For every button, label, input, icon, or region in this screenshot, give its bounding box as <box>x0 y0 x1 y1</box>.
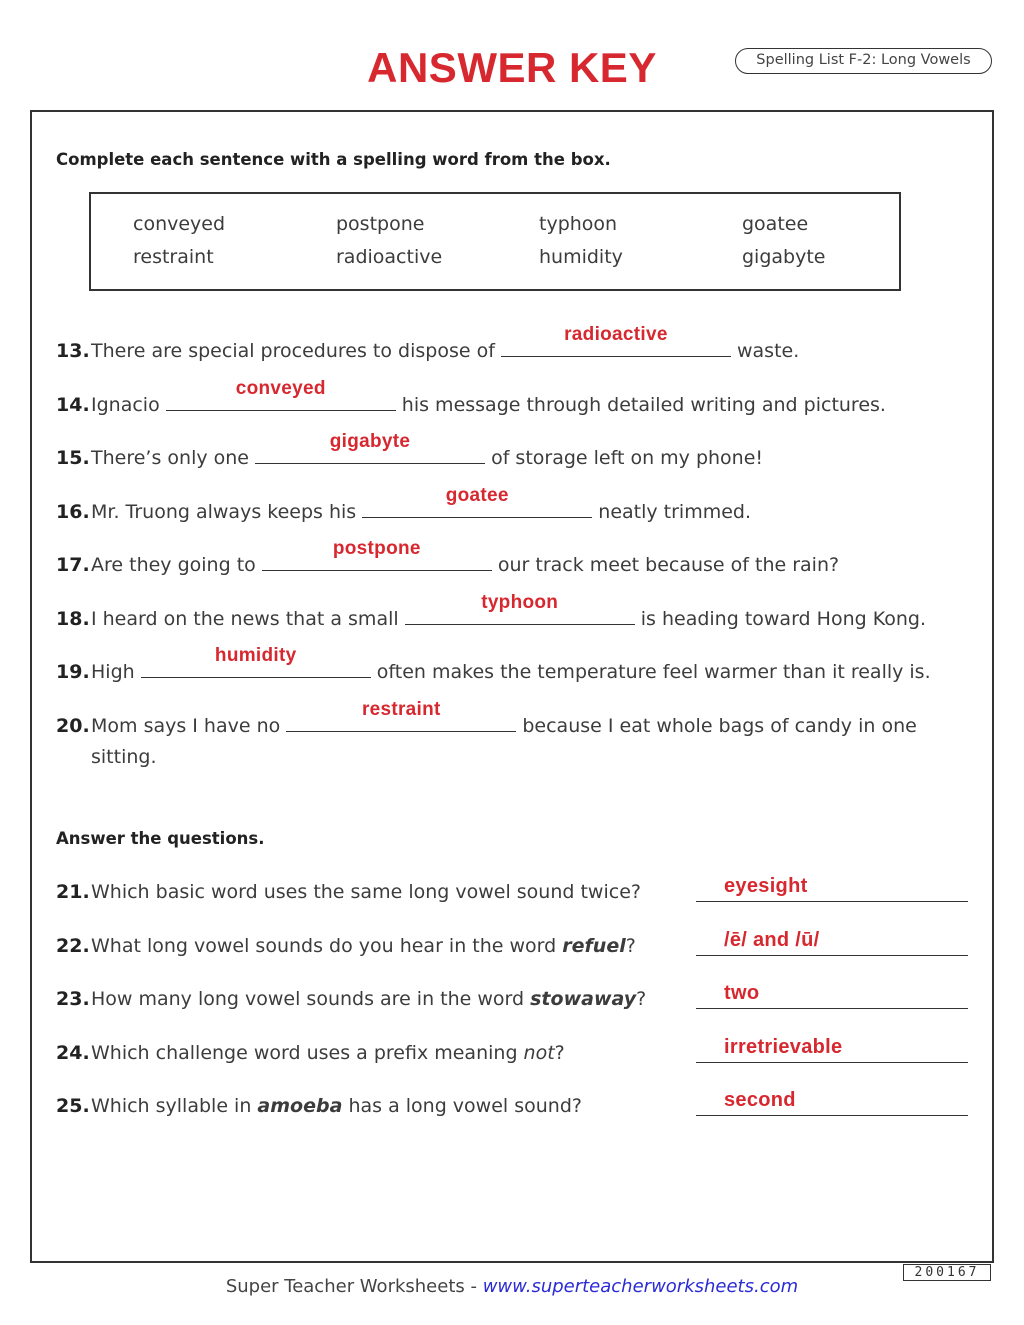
question-number: 25. <box>56 1095 90 1117</box>
answer-text: conveyed <box>235 378 326 399</box>
question-text: Mr. Truong always keeps his <box>91 501 357 523</box>
question-text: Are they going to <box>91 554 256 576</box>
question-number: 18. <box>56 608 90 630</box>
question-number: 14. <box>56 394 90 416</box>
section2-instruction: Answer the questions. <box>56 829 265 848</box>
question-emphasis: not <box>523 1042 555 1064</box>
answer-text: restraint <box>361 699 441 720</box>
question-emphasis: amoeba <box>257 1095 343 1117</box>
question-text: Ignacio <box>91 394 160 416</box>
word-bank-item: goatee <box>742 213 809 235</box>
question-19 <box>56 645 931 683</box>
answer-text: irretrievable <box>724 1036 843 1058</box>
word-box <box>89 192 901 291</box>
page-title: ANSWER KEY <box>367 44 657 91</box>
question-text: How many long vowel sounds are in the word <box>91 988 531 1010</box>
question-21 <box>56 881 641 903</box>
answer-blank <box>286 699 516 732</box>
question-text: has a long vowel sound? <box>342 1095 582 1117</box>
word-bank-item: restraint <box>133 246 214 268</box>
question-number: 24. <box>56 1042 90 1064</box>
answer-text: radioactive <box>564 324 668 345</box>
question-23 <box>56 988 646 1010</box>
question-text-continuation: sitting. <box>91 746 157 768</box>
question-emphasis: stowaway <box>530 988 637 1010</box>
question-text: Which basic word uses the same long vowel sound twice? <box>91 881 641 903</box>
answer-text: two <box>724 982 760 1004</box>
question-text: There are special procedures to dispose of <box>91 340 495 362</box>
question-text: his message through detailed writing and pictures. <box>401 394 886 416</box>
answer-blank <box>501 324 731 357</box>
answer-line <box>696 955 968 956</box>
answer-blank <box>262 538 492 571</box>
question-number: 17. <box>56 554 90 576</box>
question-number: 16. <box>56 501 90 523</box>
question-emphasis: refuel <box>562 935 626 957</box>
answer-blank <box>255 431 485 464</box>
word-bank-item: typhoon <box>539 213 618 235</box>
question-25 <box>56 1095 582 1117</box>
answer-line <box>696 1062 968 1063</box>
answer-text: second <box>724 1089 796 1111</box>
question-number: 21. <box>56 881 90 903</box>
section1-instruction: Complete each sentence with a spelling word from the box. <box>56 150 611 169</box>
word-bank-item: conveyed <box>133 213 226 235</box>
question-17 <box>56 538 840 576</box>
question-text: often makes the temperature feel warmer than it really is. <box>376 661 931 683</box>
question-24 <box>56 1042 565 1064</box>
answer-text: postpone <box>332 538 421 559</box>
question-text: ? <box>636 988 647 1010</box>
question-16 <box>56 485 752 523</box>
question-number: 15. <box>56 447 90 469</box>
question-text: neatly trimmed. <box>598 501 752 523</box>
question-text: Mom says I have no <box>91 715 281 737</box>
answer-text: typhoon <box>481 592 559 613</box>
word-bank-item: postpone <box>336 213 425 235</box>
question-text: of storage left on my phone! <box>491 447 764 469</box>
question-text: There’s only one <box>91 447 249 469</box>
worksheet-code: 200167 <box>903 1264 991 1281</box>
question-number: 20. <box>56 715 90 737</box>
question-14 <box>56 378 886 416</box>
question-text: is heading toward Hong Kong. <box>640 608 926 630</box>
question-text: What long vowel sounds do you hear in the word <box>91 935 563 957</box>
question-22 <box>56 935 636 957</box>
question-20 <box>56 699 917 737</box>
footer <box>0 1276 1024 1297</box>
question-text: I heard on the news that a small <box>91 608 399 630</box>
answer-line <box>696 1008 968 1009</box>
question-number: 19. <box>56 661 90 683</box>
answer-blank <box>405 592 635 625</box>
question-text: our track meet because of the rain? <box>497 554 840 576</box>
answer-line <box>696 1115 968 1116</box>
question-text: waste. <box>736 340 800 362</box>
question-text: because I eat whole bags of candy in one <box>522 715 917 737</box>
answer-blank <box>166 378 396 411</box>
question-13 <box>56 324 800 362</box>
answer-text: eyesight <box>724 875 808 897</box>
answer-text: gigabyte <box>329 431 411 452</box>
question-18 <box>56 592 926 630</box>
footer-site-name: Super Teacher Worksheets - <box>225 1276 483 1297</box>
answer-blank <box>362 485 592 518</box>
answer-line <box>696 901 968 902</box>
word-bank-item: gigabyte <box>742 246 826 268</box>
word-bank-item: radioactive <box>336 246 443 268</box>
question-number: 23. <box>56 988 90 1010</box>
question-number: 13. <box>56 340 90 362</box>
word-bank-item: humidity <box>539 246 623 268</box>
answer-text: humidity <box>214 645 297 666</box>
question-text: ? <box>625 935 636 957</box>
answer-blank <box>141 645 371 678</box>
question-text: High <box>91 661 135 683</box>
answer-text: goatee <box>445 485 509 506</box>
question-15 <box>56 431 764 469</box>
footer-url-link[interactable]: www.superteacherworksheets.com <box>482 1276 799 1297</box>
question-text: Which syllable in <box>91 1095 258 1117</box>
question-number: 22. <box>56 935 90 957</box>
spelling-list-badge: Spelling List F-2: Long Vowels <box>735 48 992 74</box>
question-text: Which challenge word uses a prefix meaning <box>91 1042 524 1064</box>
answer-text: /ē/ and /ū/ <box>724 929 820 951</box>
question-text: ? <box>554 1042 565 1064</box>
